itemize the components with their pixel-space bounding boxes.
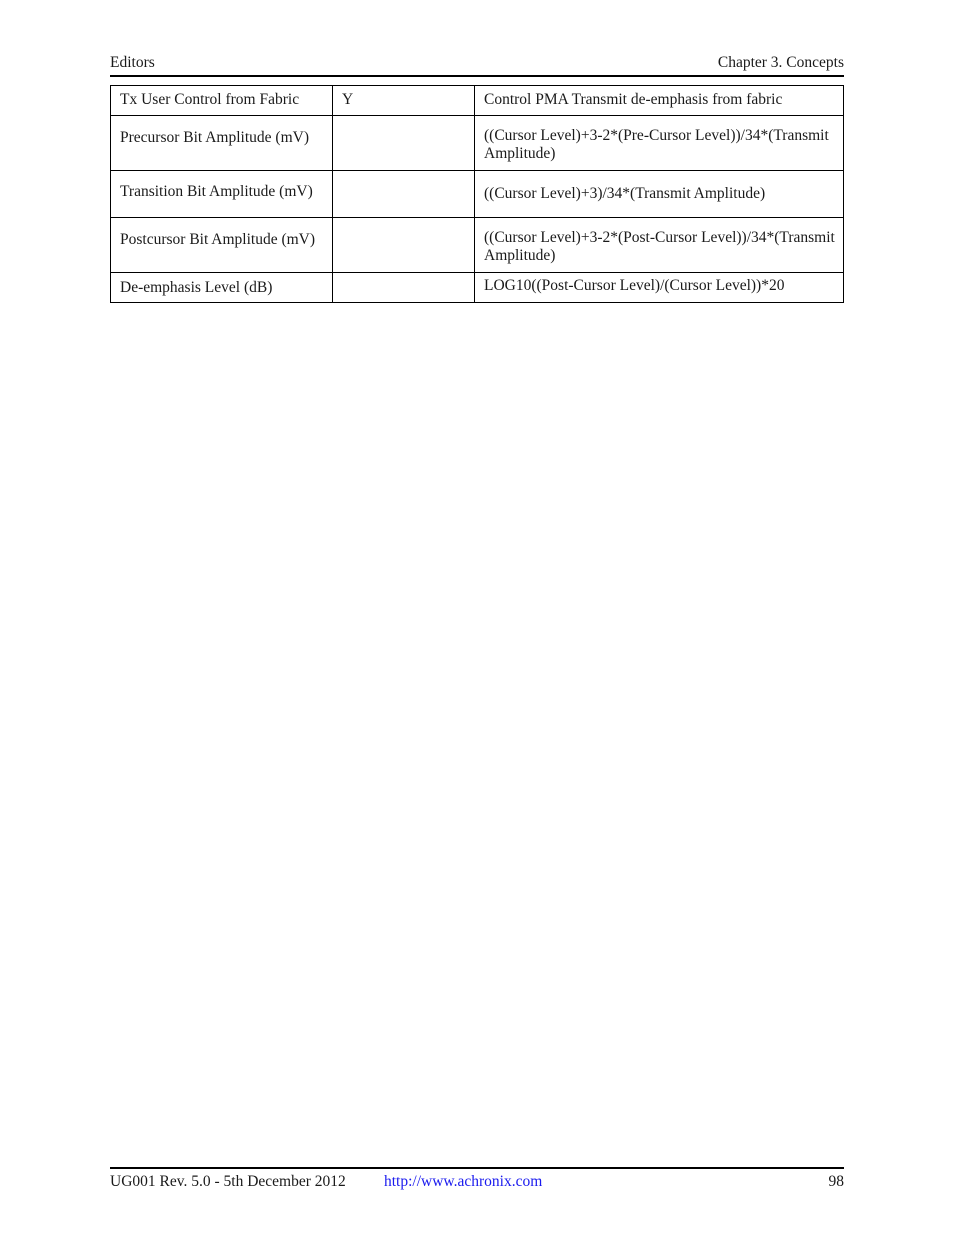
description-cell [475, 116, 844, 171]
value-cell [333, 273, 475, 303]
page-header [110, 54, 844, 76]
value-cell [333, 171, 475, 218]
parameter-cell [111, 218, 333, 273]
parameter-text: Postcursor Bit Amplitude (mV) [120, 230, 316, 248]
website-link[interactable]: http://www.achronix.com [384, 1173, 543, 1190]
value-cell [333, 116, 475, 171]
header-section-title: Editors [110, 54, 155, 71]
description-cell: ((Cursor Level)+3)/34*(Transmit Amplitude) [475, 171, 844, 218]
table-row [111, 273, 844, 303]
revision-text: UG001 Rev. 5.0 - 5th December 2012 [110, 1173, 346, 1190]
value-cell: Y [333, 86, 475, 116]
description-text: ((Cursor Level)+3-2*(Pre-Cursor Level))/34*(Transmit Amplitude) [484, 126, 829, 162]
parameter-cell [111, 171, 333, 218]
parameter-text: Transition Bit Amplitude (mV) [120, 182, 313, 200]
description-cell: Control PMA Transmit de-emphasis from fabric [475, 86, 844, 116]
header-divider [110, 75, 844, 77]
table-row [111, 171, 844, 218]
footer-divider [110, 1167, 844, 1169]
parameter-cell [111, 273, 333, 303]
page-number: 98 [828, 1173, 844, 1190]
header-chapter-title: Chapter 3. Concepts [717, 54, 844, 71]
description-cell [475, 218, 844, 273]
parameters-table [110, 85, 844, 303]
table-row [111, 116, 844, 171]
table-row [111, 86, 844, 116]
parameter-text: Precursor Bit Amplitude (mV) [120, 128, 309, 146]
parameter-cell: Tx User Control from Fabric [111, 86, 333, 116]
description-text: ((Cursor Level)+3-2*(Post-Cursor Level))/34*(Transmit Amplitude) [484, 228, 835, 264]
page-footer [110, 1173, 844, 1195]
parameter-cell [111, 116, 333, 171]
description-cell [475, 273, 844, 303]
parameter-text: De-emphasis Level (dB) [120, 279, 273, 297]
description-text: LOG10((Post-Cursor Level)/(Cursor Level))*20 [484, 277, 785, 295]
table-row [111, 218, 844, 273]
value-cell [333, 218, 475, 273]
